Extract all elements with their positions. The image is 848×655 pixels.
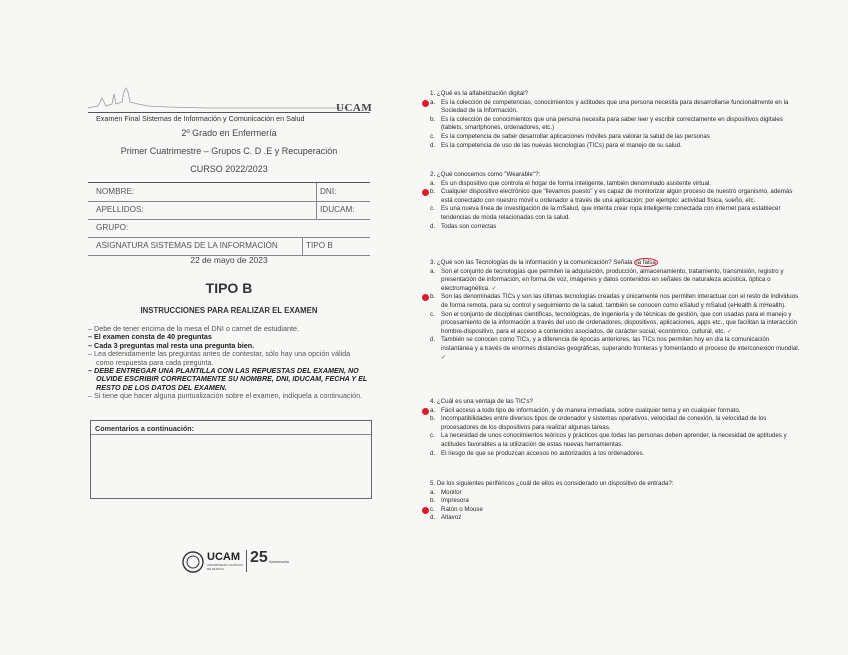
instructions-heading: INSTRUCCIONES PARA REALIZAR EL EXAMEN: [140, 306, 318, 315]
iducam-label: IDUCAM:: [320, 205, 355, 214]
option-letter: d.: [430, 514, 436, 522]
student-form: [88, 182, 370, 250]
exam-type-title: TIPO B: [205, 280, 253, 296]
instruction-text: El examen consta de 40 preguntas: [94, 332, 212, 342]
circled-word: la falsa: [636, 259, 656, 266]
option[interactable]: [430, 205, 802, 222]
option[interactable]: [430, 415, 802, 432]
instruction-text: Cada 3 preguntas mal resta una pregunta bien.: [94, 340, 255, 350]
option-text: La necesidad de unos conocimientos teóricos y prácticos que todas las personas deben aprender, la necesidad de aptitudes y actitudes favorables a la utilización de estas nuevas herramientas.: [441, 432, 787, 448]
logo-name: UCAM: [207, 551, 240, 563]
option-text: Es la colección de competencias, conocimientos y actitudes que una persona necesita para desarrollarse funcionalmente en la Sociedad de la Información.: [441, 98, 789, 115]
bullet: –: [88, 349, 92, 359]
logo-anniversary-number: 25: [250, 549, 268, 566]
bullet: –: [88, 391, 92, 401]
nombre-label: NOMBRE:: [96, 187, 135, 196]
option-text: Incompatibilidades entre diversos tipos de ordenador y sistemas operativos, velocidad de conexión, la velocidad de los procesadores de los dispositivos para realizar algunas tareas.: [441, 415, 767, 431]
checkmark-icon: ✓: [726, 328, 732, 335]
question-number: 3.: [430, 259, 436, 266]
divider: [302, 237, 303, 255]
option[interactable]: [430, 223, 802, 232]
checkmark-icon: ✓: [441, 354, 447, 361]
option[interactable]: [430, 133, 802, 142]
form-row-surname[interactable]: [88, 201, 370, 220]
exam-date: 22 de mayo de 2023: [190, 255, 268, 265]
option[interactable]: [430, 407, 802, 416]
option-text: Ratón o Mouse: [441, 505, 483, 513]
divider: [316, 201, 317, 219]
bullet: –: [88, 332, 92, 342]
question-stem: ¿Qué son las Tecnologías de la información y la comunicación? Señala: [436, 259, 633, 266]
option-letter: c.: [430, 505, 435, 513]
option-text: Es una nueva línea de investigación de la mSalud, que intenta crear ropa inteligente conectada con internet para establecer tendencias de moda relacionadas con la salud.: [441, 205, 781, 221]
option-text: Son el conjunto de tecnologías que permiten la adquisición, producción, almacenamiento, tratamiento, transmisión, registro y presentación de información, en forma de voz, imágenes y datos contenidos en señales de naturaleza acústica, óptica o electromagnética.: [441, 267, 784, 292]
option-letter: d.: [430, 449, 436, 457]
option-letter: b.: [430, 115, 436, 123]
campus-skyline-icon: [88, 86, 348, 110]
option-letter: b.: [430, 293, 436, 301]
option-text: Son el conjunto de disciplinas científicas, tecnológicas, de ingeniería y de técnicas de gestión, que con usadas para el manejo y procesamiento de la información a través del uso de ordenadores, dispositivos, aplicaciones, apps etc., que facilitan la interacción hombre-dispositivo, para el acceso a contenidos asociados, de carácter social, económico, cultural, etc.: [441, 310, 797, 335]
option-letter: a.: [430, 488, 436, 496]
ucam-anniversary-logo: [182, 549, 292, 575]
question-text: [430, 480, 802, 489]
semester-line: Primer Cuatrimestre – Grupos C. D .E y Recuperación: [120, 146, 338, 156]
question-stem: ¿Cuál es una ventaja de las TIC's?: [436, 398, 533, 405]
question-text: [430, 171, 802, 180]
option-letter: d.: [430, 336, 436, 344]
instruction-item: [88, 350, 368, 367]
option[interactable]: [430, 311, 802, 337]
option[interactable]: [430, 293, 802, 310]
bullet: –: [88, 340, 92, 350]
option-text: Es la competencia de uso de las nuevas tecnologías (TICs) para el manejo de su salud.: [441, 141, 682, 149]
option-text: Es la competencia de saber desarrollar aplicaciones móviles para valorar la salud de las personas: [441, 132, 710, 140]
option-letter: b.: [430, 188, 436, 196]
question-stem: De los siguientes periféricos ¿cuál de ellos es considerado un dispositivo de entrada?:: [436, 480, 674, 487]
option-letter: a.: [430, 179, 436, 187]
option-letter: c.: [430, 310, 435, 318]
option-text: El riesgo de que se produzcan accesos no autorizados a los ordenadores.: [441, 449, 645, 457]
question-5: [430, 480, 802, 523]
bullet: –: [88, 324, 92, 333]
course-line: CURSO 2022/2023: [190, 164, 268, 174]
answer-mark-icon: [422, 408, 429, 415]
option[interactable]: [430, 336, 802, 362]
option[interactable]: [430, 506, 802, 515]
option-text: Monitor: [441, 488, 462, 496]
question-stem: ¿Qué conocemos como "Wearable"?:: [436, 171, 541, 178]
option-text: Altavoz: [441, 514, 462, 522]
option-letter: c.: [430, 432, 435, 440]
form-row-name[interactable]: [88, 183, 370, 202]
ucam-wordmark: UCAM: [336, 102, 373, 114]
option-text: Son las denominadas TICs y son las últimas tecnologías creadas y únicamente nos permiten interactuar con el resto de individuos de forma remota, para su control y seguimiento de la salud, también se conocen como eSalud y mSalud (eHealth & mHealth).: [441, 293, 799, 309]
instruction-text: Debe de tener encima de la mesa el DNI o carnet de estudiante.: [94, 324, 299, 333]
divider: [316, 183, 317, 201]
ucam-seal-icon: [182, 551, 204, 573]
comments-box[interactable]: [90, 420, 372, 499]
logo-sub: UNIVERSIDAD CATÓLICA DE MURCIA: [207, 563, 243, 571]
option-letter: b.: [430, 415, 436, 423]
option-text: Impresora: [441, 497, 469, 505]
bullet: –: [88, 366, 92, 376]
option-letter: d.: [430, 141, 436, 149]
question-number: 2.: [430, 171, 436, 178]
option[interactable]: [430, 497, 802, 506]
question-1: [430, 90, 802, 150]
question-text: [430, 398, 802, 407]
tipo-label: TIPO B: [306, 241, 333, 250]
option[interactable]: [430, 514, 802, 523]
checkmark-icon: ✓: [491, 285, 497, 292]
dni-label: DNI:: [320, 187, 337, 196]
question-3: [430, 259, 802, 362]
question-number: 4.: [430, 398, 436, 405]
option-text: Cualquier dispositivo electrónico que "llevamos puesto" y es capaz de monitorizar algún proceso de nuestro organismo, además está conectado con nuestro móvil u ordenador a través de una aplicación; por ejemplo: actividad física, sueño, etc.: [441, 188, 793, 204]
option-letter: d.: [430, 222, 436, 230]
asignatura-label: ASIGNATURA SISTEMAS DE LA INFORMACIÓN: [96, 241, 278, 250]
option-text: Fácil acceso a todo tipo de información, y de manera inmediata, sobre cualquier tema y en cualquier formato.: [441, 406, 741, 414]
option[interactable]: [430, 180, 802, 189]
option[interactable]: [430, 268, 802, 294]
answer-mark-icon: [422, 507, 429, 514]
option-text: También se conocen como TICs, y a diferencia de épocas anteriores, las TICs nos permiten hoy en día la comunicación instantánea y a través de enormes distancias geográficas, superando fronteras y fomentando el proceso de interconexión mundial.: [441, 336, 800, 352]
question-text: [430, 259, 802, 268]
option-letter: a.: [430, 98, 436, 106]
option-text: Todas son correctas: [441, 222, 497, 230]
question-number: 5.: [430, 480, 436, 487]
option-text: Es un dispositivo que controla el hogar de forma inteligente, también denominado asistente virtual.: [441, 179, 712, 187]
logo-divider: [246, 550, 247, 572]
question-number: 1.: [430, 90, 436, 97]
option[interactable]: [430, 99, 802, 116]
option-letter: a.: [430, 406, 436, 414]
option-letter: c.: [430, 132, 435, 140]
instruction-text: DEBE ENTREGAR UNA PLANTILLA CON LAS REPUESTAS DEL EXAMEN, NO OLVIDE ESCRIBIR CORRECTAMENTE SU NOMBRE, DNI, IDUCAM, FECHA Y EL RESTO DE LOS DATOS DEL EXAMEN.: [94, 366, 368, 392]
option-letter: b.: [430, 497, 436, 505]
question-stem: ¿Qué es la alfabetización digital?: [436, 90, 529, 97]
instruction-item: [88, 367, 368, 392]
option[interactable]: [430, 489, 802, 498]
form-row-group[interactable]: [88, 219, 370, 238]
question-2: [430, 171, 802, 231]
option[interactable]: [430, 432, 802, 449]
question-text: [430, 90, 802, 99]
instructions-list: [88, 325, 368, 401]
option-letter: a.: [430, 267, 436, 275]
comments-label: Comentarios a continuación:: [95, 424, 195, 433]
comments-divider: [91, 434, 371, 435]
option-letter: c.: [430, 205, 435, 213]
option[interactable]: [430, 142, 802, 151]
option[interactable]: [430, 450, 802, 459]
instruction-text: Si tiene que hacer alguna puntualización sobre el examen, indíquela a continuación.: [94, 391, 363, 401]
instruction-item: [88, 392, 368, 400]
option[interactable]: [430, 188, 802, 205]
form-row-subject: [88, 237, 370, 256]
exam-title: Examen Final Sistemas de Información y Comunicación en Salud: [96, 114, 305, 123]
option[interactable]: [430, 116, 802, 133]
degree-line: 2º Grado en Enfermería: [181, 128, 277, 138]
instruction-text: Lea detenidamente las preguntas antes de contestar, sólo hay una opción válida como respuesta para cada pregunta.: [94, 349, 351, 367]
logo-anniversary-label: Aniversario: [269, 559, 290, 564]
apellidos-label: APELLIDOS:: [96, 205, 144, 214]
question-4: [430, 398, 802, 458]
answer-mark-icon: [422, 100, 429, 107]
option-text: Es la colección de conocimientos que una persona necesita para saber leer y escribir correctamente en dispositivos digitales (tablets, smartphones, ordenadores, etc.): [441, 115, 783, 132]
grupo-label: GRUPO:: [96, 223, 129, 232]
